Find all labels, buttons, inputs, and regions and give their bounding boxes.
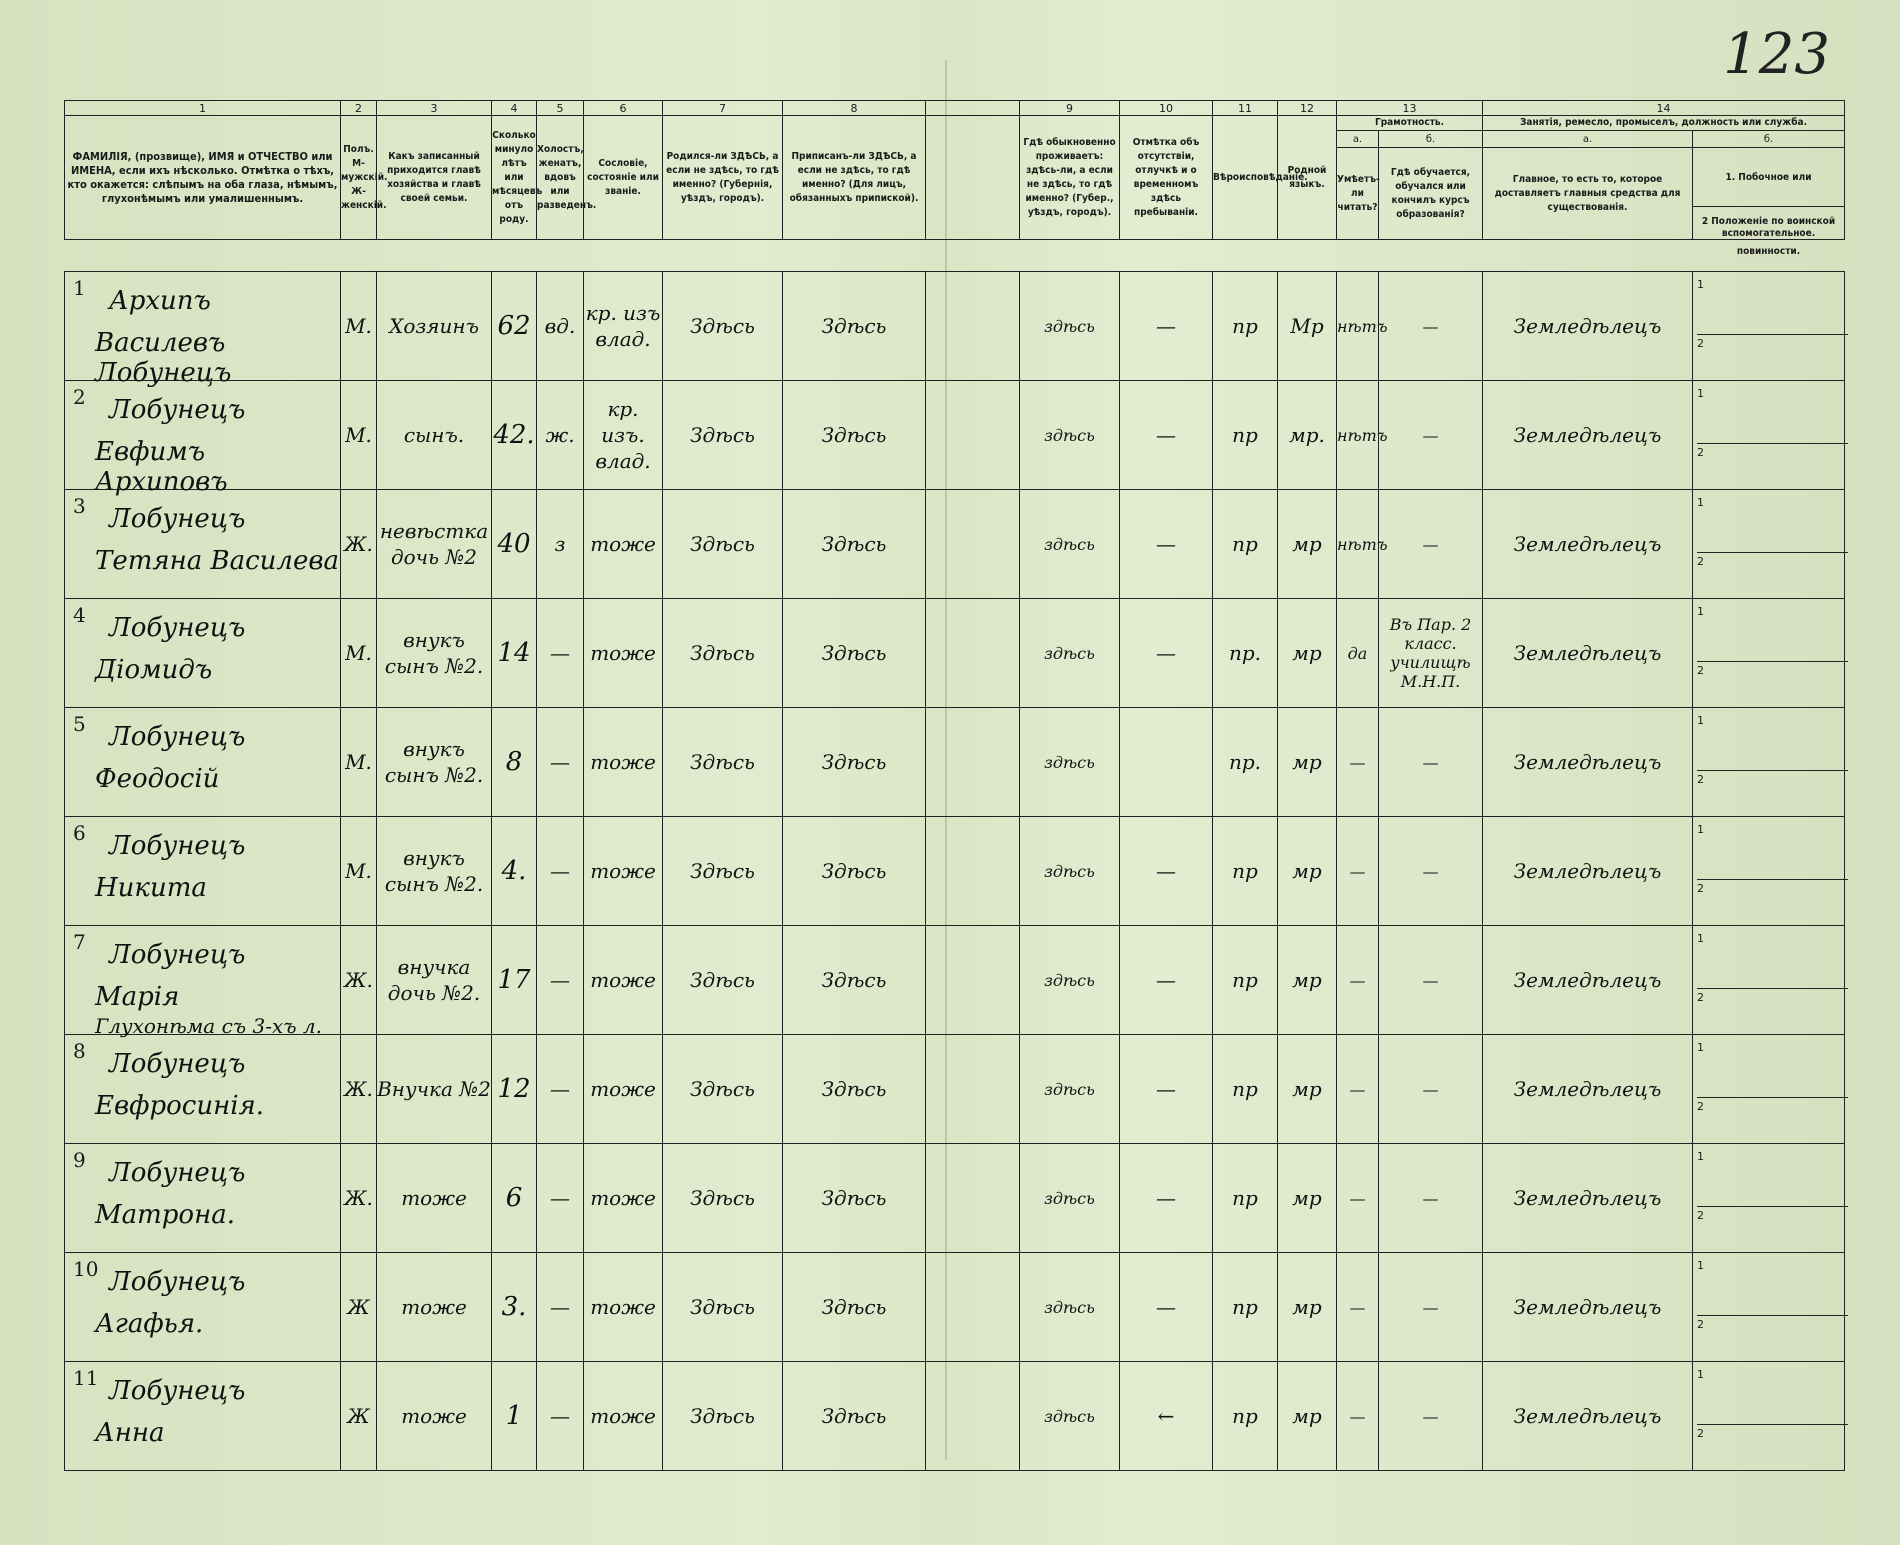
name-line-2: Василевъ Лобунецъ (95, 328, 232, 388)
born-cell: Здѣсь (663, 490, 783, 599)
estate-cell: тоже (584, 708, 663, 817)
school-cell: — (1379, 490, 1483, 599)
school-cell: — (1379, 1035, 1483, 1144)
reads-cell: — (1337, 817, 1379, 926)
sex-cell: М. (341, 272, 377, 381)
name-line-1: Лобунецъ (109, 831, 246, 861)
name-line-2: Тетяна Василева (95, 546, 339, 576)
estate-cell: кр. изъ. влад. (584, 381, 663, 490)
gap-cell (926, 272, 1020, 381)
sub-number-1: 1 (1697, 496, 1704, 509)
relation-cell: внукъ сынъ №2. (377, 817, 492, 926)
name-cell (65, 490, 341, 599)
born-cell: Здѣсь (663, 817, 783, 926)
header-sex: Полъ. М-мужскій. Ж-женскій. (341, 116, 377, 240)
absence-cell: — (1120, 599, 1213, 708)
occupation-cell: Земледѣлецъ (1483, 1253, 1693, 1362)
sub-number-2: 2 (1697, 1315, 1848, 1331)
religion-cell: пр (1213, 1253, 1278, 1362)
born-cell: Здѣсь (663, 926, 783, 1035)
header-registered: Приписанъ-ли ЗДѢСЬ, а если не здѣсь, то гдѣ именно? (Для лицъ, обязанныхъ припиской). (783, 116, 926, 240)
sex-cell: Ж. (341, 926, 377, 1035)
absence-cell: — (1120, 1035, 1213, 1144)
relation-cell: внукъ сынъ №2. (377, 599, 492, 708)
reads-cell: — (1337, 1035, 1379, 1144)
table-row (65, 490, 1845, 599)
gap-cell (926, 490, 1020, 599)
row-number: 8 (73, 1039, 86, 1063)
age-cell: 40 (492, 490, 537, 599)
header-occupation: Занятія, ремесло, промыселъ, должность или служба. (1483, 116, 1845, 131)
page-number: 123 (1723, 22, 1830, 87)
relation-cell: невѣстка дочь №2 (377, 490, 492, 599)
registered-cell: Здѣсь (783, 926, 926, 1035)
sex-cell: Ж (341, 1362, 377, 1471)
colnum-8: 8 (783, 101, 926, 116)
reads-cell: — (1337, 1253, 1379, 1362)
lives-cell: здѣсь (1020, 708, 1120, 817)
sub-number-2: 2 (1697, 1097, 1848, 1113)
secondary-occupation-cell (1693, 1362, 1845, 1471)
marital-cell: — (537, 926, 584, 1035)
marital-cell: вд. (537, 272, 584, 381)
table-row (65, 381, 1845, 490)
lives-cell: здѣсь (1020, 1035, 1120, 1144)
estate-cell: тоже (584, 490, 663, 599)
marital-cell: — (537, 817, 584, 926)
reads-cell: — (1337, 1144, 1379, 1253)
name-line-1: Лобунецъ (109, 1267, 246, 1297)
header-relation: Какъ записанный приходится главѣ хозяйства и главѣ своей семьи. (377, 116, 492, 240)
colnum-6: 6 (584, 101, 663, 116)
census-table (64, 100, 1845, 257)
name-cell (65, 1144, 341, 1253)
language-cell: мр (1278, 1035, 1337, 1144)
secondary-occupation-cell (1693, 926, 1845, 1035)
religion-cell: пр (1213, 817, 1278, 926)
header-14a-label: а. (1483, 131, 1693, 148)
sub-number-2: 2 (1697, 443, 1848, 459)
name-line-2: Агафья. (95, 1309, 204, 1339)
language-cell: мр (1278, 817, 1337, 926)
estate-cell: тоже (584, 1144, 663, 1253)
born-cell: Здѣсь (663, 1144, 783, 1253)
lives-cell: здѣсь (1020, 1144, 1120, 1253)
name-line-2: Никита (95, 873, 207, 903)
row-number: 5 (73, 712, 86, 736)
registered-cell: Здѣсь (783, 599, 926, 708)
name-line-1: Лобунецъ (109, 1049, 246, 1079)
language-cell: мр (1278, 490, 1337, 599)
header-row (65, 116, 1845, 131)
sub-number-2: 2 (1697, 988, 1848, 1004)
sex-cell: М. (341, 817, 377, 926)
occupation-cell: Земледѣлецъ (1483, 381, 1693, 490)
column-number-row (65, 101, 1845, 116)
colnum-12: 12 (1278, 101, 1337, 116)
lives-cell: здѣсь (1020, 926, 1120, 1035)
marital-cell: — (537, 1035, 584, 1144)
gap-cell (926, 708, 1020, 817)
row-number: 3 (73, 494, 86, 518)
age-cell: 4. (492, 817, 537, 926)
absence-cell: — (1120, 1144, 1213, 1253)
absence-cell: — (1120, 272, 1213, 381)
name-line-1: Лобунецъ (109, 613, 246, 643)
colnum-3: 3 (377, 101, 492, 116)
reads-cell: да (1337, 599, 1379, 708)
gap-cell (926, 381, 1020, 490)
religion-cell: пр. (1213, 708, 1278, 817)
marital-cell: з (537, 490, 584, 599)
sex-cell: М. (341, 708, 377, 817)
registered-cell: Здѣсь (783, 272, 926, 381)
header-side-occupation: 1. Побочное или вспомогательное. (1693, 150, 1844, 207)
name-line-1: Лобунецъ (109, 504, 246, 534)
reads-cell: — (1337, 926, 1379, 1035)
marital-cell: ж. (537, 381, 584, 490)
age-cell: 8 (492, 708, 537, 817)
registered-cell: Здѣсь (783, 381, 926, 490)
language-cell: мр (1278, 926, 1337, 1035)
language-cell: мр (1278, 1144, 1337, 1253)
school-cell: — (1379, 381, 1483, 490)
religion-cell: пр (1213, 1035, 1278, 1144)
marital-cell: — (537, 708, 584, 817)
reads-cell: — (1337, 708, 1379, 817)
sex-cell: Ж. (341, 1035, 377, 1144)
name-line-2: Евфросинія. (95, 1091, 264, 1121)
row-number: 9 (73, 1148, 86, 1172)
registered-cell: Здѣсь (783, 1144, 926, 1253)
colnum-7: 7 (663, 101, 783, 116)
born-cell: Здѣсь (663, 381, 783, 490)
name-line-2: Матрона. (95, 1200, 235, 1230)
name-line-2: Марія (95, 982, 180, 1012)
table-row (65, 817, 1845, 926)
header-school: Гдѣ обучается, обучался или кончилъ курсъ образованія? (1379, 148, 1483, 240)
table-row (65, 1035, 1845, 1144)
religion-cell: пр (1213, 1144, 1278, 1253)
reads-cell: нѣтъ (1337, 272, 1379, 381)
name-note: Глухонѣма съ 3-хъ л. (95, 1014, 323, 1038)
reads-cell: — (1337, 1362, 1379, 1471)
name-cell (65, 272, 341, 388)
name-line-2: Евфимъ Архиповъ (95, 437, 228, 497)
marital-cell: — (537, 1144, 584, 1253)
header-13a-label: а. (1337, 131, 1379, 148)
colnum-gap (926, 101, 1020, 116)
reads-cell: нѣтъ (1337, 490, 1379, 599)
lives-cell: здѣсь (1020, 490, 1120, 599)
marital-cell: — (537, 1362, 584, 1471)
row-number: 10 (73, 1257, 99, 1281)
relation-cell: тоже (377, 1144, 492, 1253)
language-cell: мр (1278, 1362, 1337, 1471)
relation-cell: тоже (377, 1362, 492, 1471)
registered-cell: Здѣсь (783, 708, 926, 817)
table-row (65, 1362, 1845, 1471)
header-age: Сколько минуло лѣтъ или мѣсяцевъ отъ роду. (492, 116, 537, 240)
colnum-2: 2 (341, 101, 377, 116)
secondary-occupation-cell (1693, 817, 1845, 926)
colnum-13: 13 (1337, 101, 1483, 116)
name-cell (65, 708, 341, 817)
name-cell (65, 1362, 341, 1471)
secondary-occupation-cell (1693, 272, 1845, 381)
header-marital: Холостъ, женатъ, вдовъ или разведенъ. (537, 116, 584, 240)
name-cell (65, 926, 341, 1038)
occupation-cell: Земледѣлецъ (1483, 1144, 1693, 1253)
born-cell: Здѣсь (663, 1035, 783, 1144)
language-cell: Мр (1278, 272, 1337, 381)
relation-cell: внукъ сынъ №2. (377, 708, 492, 817)
relation-cell: сынъ. (377, 381, 492, 490)
sub-number-1: 1 (1697, 823, 1704, 836)
language-cell: мр. (1278, 381, 1337, 490)
age-cell: 3. (492, 1253, 537, 1362)
secondary-occupation-cell (1693, 490, 1845, 599)
header-name: ФАМИЛІЯ, (прозвище), ИМЯ и ОТЧЕСТВО или ИМЕНА, если ихъ нѣсколько. Отмѣтка о тѣхъ, кто окажется: слѣпымъ на оба глаза, нѣмымъ, глухонѣмымъ или умалишеннымъ. (65, 116, 341, 240)
relation-cell: внучка дочь №2. (377, 926, 492, 1035)
occupation-cell: Земледѣлецъ (1483, 1362, 1693, 1471)
gap-cell (926, 599, 1020, 708)
header-military: 2 Положеніе по воинской повинности. (1701, 216, 1836, 257)
name-line-1: Архипъ (109, 286, 211, 316)
row-number: 6 (73, 821, 86, 845)
language-cell: мр (1278, 1253, 1337, 1362)
sex-cell: М. (341, 381, 377, 490)
header-secondary (1693, 148, 1845, 257)
sex-cell: Ж. (341, 490, 377, 599)
occupation-cell: Земледѣлецъ (1483, 490, 1693, 599)
occupation-cell: Земледѣлецъ (1483, 272, 1693, 381)
sub-number-2: 2 (1697, 879, 1848, 895)
gap-cell (926, 1144, 1020, 1253)
school-cell: — (1379, 708, 1483, 817)
header-literacy: Грамотность. (1337, 116, 1483, 131)
born-cell: Здѣсь (663, 1253, 783, 1362)
header-absence: Отмѣтка объ отсутствіи, отлучкѣ и о временномъ здѣсь пребываніи. (1120, 116, 1213, 240)
name-cell (65, 817, 341, 926)
secondary-occupation-cell (1693, 381, 1845, 490)
age-cell: 14 (492, 599, 537, 708)
occupation-cell: Земледѣлецъ (1483, 817, 1693, 926)
sub-number-1: 1 (1697, 387, 1704, 400)
religion-cell: пр (1213, 381, 1278, 490)
language-cell: мр (1278, 708, 1337, 817)
name-line-1: Лобунецъ (109, 395, 246, 425)
name-line-1: Лобунецъ (109, 1376, 246, 1406)
colnum-5: 5 (537, 101, 584, 116)
secondary-occupation-cell (1693, 1035, 1845, 1144)
estate-cell: кр. изъ влад. (584, 272, 663, 381)
gap-cell (926, 926, 1020, 1035)
estate-cell: тоже (584, 599, 663, 708)
name-line-2: Діомидъ (95, 655, 213, 685)
absence-cell (1120, 708, 1213, 817)
header-reads: Умѣетъ-ли читать? (1337, 148, 1379, 240)
relation-cell: Хозяинъ (377, 272, 492, 381)
sub-number-1: 1 (1697, 1259, 1704, 1272)
row-number: 2 (73, 385, 86, 409)
estate-cell: тоже (584, 817, 663, 926)
lives-cell: здѣсь (1020, 599, 1120, 708)
colnum-14: 14 (1483, 101, 1845, 116)
reads-cell: нѣтъ (1337, 381, 1379, 490)
gap-cell (926, 1035, 1020, 1144)
colnum-11: 11 (1213, 101, 1278, 116)
school-cell: — (1379, 926, 1483, 1035)
row-number: 11 (73, 1366, 99, 1390)
registered-cell: Здѣсь (783, 817, 926, 926)
absence-cell: ← (1120, 1362, 1213, 1471)
occupation-cell: Земледѣлецъ (1483, 926, 1693, 1035)
lives-cell: здѣсь (1020, 381, 1120, 490)
religion-cell: пр (1213, 272, 1278, 381)
header-main-occupation: Главное, то есть то, которое доставляетъ главныя средства для существованія. (1483, 148, 1693, 240)
header-gap (926, 116, 1020, 240)
colnum-4: 4 (492, 101, 537, 116)
age-cell: 12 (492, 1035, 537, 1144)
name-cell (65, 599, 341, 708)
absence-cell: — (1120, 381, 1213, 490)
school-cell: Въ Пар. 2 класс. училищѣ М.Н.П. (1379, 599, 1483, 708)
sub-number-1: 1 (1697, 605, 1704, 618)
born-cell: Здѣсь (663, 708, 783, 817)
name-line-2: Феодосій (95, 764, 220, 794)
relation-cell: тоже (377, 1253, 492, 1362)
sub-number-1: 1 (1697, 932, 1704, 945)
marital-cell: — (537, 599, 584, 708)
sub-number-2: 2 (1697, 1424, 1848, 1440)
age-cell: 6 (492, 1144, 537, 1253)
marital-cell: — (537, 1253, 584, 1362)
estate-cell: тоже (584, 1362, 663, 1471)
gap-cell (926, 1362, 1020, 1471)
registered-cell: Здѣсь (783, 1035, 926, 1144)
sub-number-2: 2 (1697, 334, 1848, 350)
colnum-10: 10 (1120, 101, 1213, 116)
name-cell (65, 1035, 341, 1144)
secondary-occupation-cell (1693, 599, 1845, 708)
estate-cell: тоже (584, 1035, 663, 1144)
table-row (65, 1144, 1845, 1253)
school-cell: — (1379, 817, 1483, 926)
age-cell: 17 (492, 926, 537, 1035)
born-cell: Здѣсь (663, 272, 783, 381)
header-estate: Сословіе, состояніе или званіе. (584, 116, 663, 240)
row-number: 4 (73, 603, 86, 627)
sub-number-2: 2 (1697, 552, 1848, 568)
sub-number-1: 1 (1697, 714, 1704, 727)
table-row (65, 599, 1845, 708)
name-line-1: Лобунецъ (109, 1158, 246, 1188)
school-cell: — (1379, 1144, 1483, 1253)
row-number: 7 (73, 930, 86, 954)
sub-number-2: 2 (1697, 1206, 1848, 1222)
sub-number-1: 1 (1697, 1150, 1704, 1163)
registered-cell: Здѣсь (783, 490, 926, 599)
gap-cell (926, 817, 1020, 926)
header-religion: Вѣроисповѣданіе. (1213, 116, 1278, 240)
absence-cell: — (1120, 926, 1213, 1035)
sub-number-2: 2 (1697, 661, 1848, 677)
sub-number-1: 1 (1697, 1041, 1704, 1054)
sub-number-2: 2 (1697, 770, 1848, 786)
occupation-cell: Земледѣлецъ (1483, 599, 1693, 708)
census-entries (64, 271, 1845, 1471)
name-cell (65, 381, 341, 497)
religion-cell: пр (1213, 1362, 1278, 1471)
relation-cell: Внучка №2 (377, 1035, 492, 1144)
age-cell: 1 (492, 1362, 537, 1471)
colnum-1: 1 (65, 101, 341, 116)
name-line-1: Лобунецъ (109, 940, 246, 970)
occupation-cell: Земледѣлецъ (1483, 1035, 1693, 1144)
table-row (65, 1253, 1845, 1362)
lives-cell: здѣсь (1020, 817, 1120, 926)
absence-cell: — (1120, 1253, 1213, 1362)
secondary-occupation-cell (1693, 1144, 1845, 1253)
secondary-occupation-cell (1693, 708, 1845, 817)
age-cell: 42. (492, 381, 537, 490)
lives-cell: здѣсь (1020, 1253, 1120, 1362)
name-line-1: Лобунецъ (109, 722, 246, 752)
header-language: Родной языкъ. (1278, 116, 1337, 240)
row-number: 1 (73, 276, 86, 300)
registered-cell: Здѣсь (783, 1362, 926, 1471)
name-line-2: Анна (95, 1418, 165, 1448)
sub-number-1: 1 (1697, 1368, 1704, 1381)
occupation-cell: Земледѣлецъ (1483, 708, 1693, 817)
gap-cell (926, 1253, 1020, 1362)
language-cell: мр (1278, 599, 1337, 708)
born-cell: Здѣсь (663, 1362, 783, 1471)
religion-cell: пр (1213, 926, 1278, 1035)
religion-cell: пр (1213, 490, 1278, 599)
school-cell: — (1379, 272, 1483, 381)
name-cell (65, 1253, 341, 1362)
absence-cell: — (1120, 490, 1213, 599)
sub-number-1: 1 (1697, 278, 1704, 291)
absence-cell: — (1120, 817, 1213, 926)
table-row (65, 926, 1845, 1035)
estate-cell: тоже (584, 1253, 663, 1362)
header-13b-label: б. (1379, 131, 1483, 148)
estate-cell: тоже (584, 926, 663, 1035)
sex-cell: Ж (341, 1253, 377, 1362)
sex-cell: Ж. (341, 1144, 377, 1253)
lives-cell: здѣсь (1020, 272, 1120, 381)
secondary-occupation-cell (1693, 1253, 1845, 1362)
born-cell: Здѣсь (663, 599, 783, 708)
school-cell: — (1379, 1362, 1483, 1471)
lives-cell: здѣсь (1020, 1362, 1120, 1471)
religion-cell: пр. (1213, 599, 1278, 708)
registered-cell: Здѣсь (783, 1253, 926, 1362)
table-row (65, 708, 1845, 817)
colnum-9: 9 (1020, 101, 1120, 116)
header-lives: Гдѣ обыкновенно проживаетъ: здѣсь-ли, а если не здѣсь, то гдѣ именно? (Губер., уѣздъ, городъ). (1020, 116, 1120, 240)
school-cell: — (1379, 1253, 1483, 1362)
table-row (65, 272, 1845, 381)
age-cell: 62 (492, 272, 537, 381)
sex-cell: М. (341, 599, 377, 708)
header-14b-label: б. (1693, 131, 1845, 148)
header-born: Родился-ли ЗДѢСЬ, а если не здѣсь, то гдѣ именно? (Губернія, уѣздъ, городъ). (663, 116, 783, 240)
